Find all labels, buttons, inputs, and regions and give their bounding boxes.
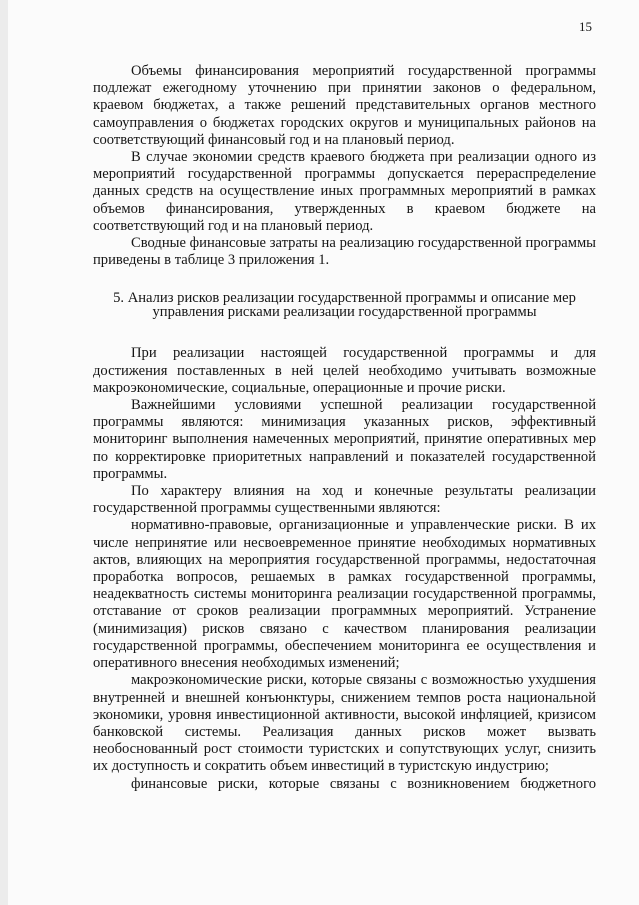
paragraph-regulatory-risks: нормативно-правовые, организационные и управленческие риски. В их числе непринятие или несвоевременное принятие необходимых нормативных актов, влияющих на мероприятия государственной программы, недостаточная проработка вопросов, решаемых в рамках государственной программы, неадекватность системы мониторинга реализации государственной программы, отставание от сроков реализации программных мероприятий. Устранение (минимизация) рисков связано с качеством планирования реализации государственной программы, обеспечением мониторинга ее осуществления и оперативного внесения необходимых изменений; [93,517,596,672]
paragraph-budget-savings: В случае экономии средств краевого бюджета при реализации одного из мероприятий государственной программы допускается перераспределение данных средств на осуществление иных программных мероприятий в рамках объемов финансирования, утвержденных в краевом бюджете на соответствующий год и на плановый период. [93,149,596,234]
scan-margin [0,0,8,905]
page-number: 15 [579,19,592,34]
paragraph-financing-volumes: Объемы финансирования мероприятий государственной программы подлежат ежегодному уточнению при принятии законов о федеральном, краевом бюджетах, а также решений представительных органов местного самоуправления о бюджетах городских округов и муниципальных районов на соответствующий финансовый год и на плановый период. [93,63,596,148]
paragraph-financial-risks: финансовые риски, которые связаны с возникновением бюджетного [131,775,596,792]
document-body [93,63,596,793]
section-heading: 5. Анализ рисков реализации государственной программы и описание мер управления рисками реализации государственной программы [113,290,576,321]
paragraph-macroeconomic-risks: макроэкономические риски, которые связаны с возможностью ухудшения внутренней и внешней конъюнктуры, снижением темпов роста национальной экономики, уровня инвестиционной активности, высокой инфляцией, кризисом банковской системы. Реализация данных рисков может вызвать необоснованный рост стоимости туристских и сопутствующих услуг, снизить их доступность и сократить объем инвестиций в туристскую индустрию; [93,672,596,775]
paragraph-risk-types-intro: По характеру влияния на ход и конечные результаты реализации государственной программы существенными являются: [93,483,596,517]
paragraph-success-conditions: Важнейшими условиями успешной реализации государственной программы являются: минимизация указанных рисков, эффективный мониторинг выполнения намеченных мероприятий, принятие оперативных мер по корректировке приоритетных направлений и показателей государственной программы. [93,397,596,482]
paragraph-risk-intro: При реализации настоящей государственной программы и для достижения поставленных в ней целей необходимо учитывать возможные макроэкономические, социальные, операционные и прочие риски. [93,345,596,396]
paragraph-summary-costs: Сводные финансовые затраты на реализацию государственной программы приведены в таблице 3 приложения 1. [93,235,596,269]
